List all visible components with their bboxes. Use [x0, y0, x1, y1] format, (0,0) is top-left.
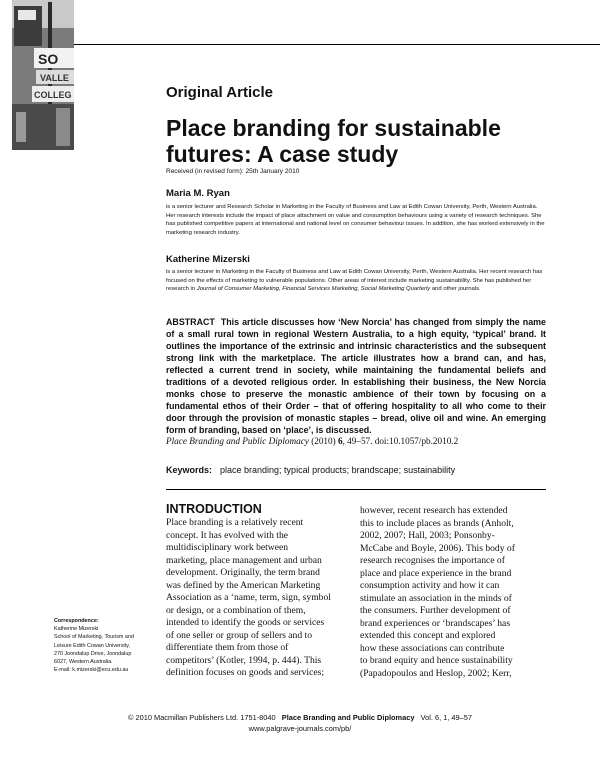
author-name-1: Maria M. Ryan — [166, 188, 230, 199]
body-line: brand experiences or ‘brandscapes’ has — [360, 617, 511, 629]
abstract-label: ABSTRACT — [166, 317, 215, 327]
body-line: research recognises the importance of — [360, 555, 505, 566]
author-bio-1: is a senior lecturer and Research Scholar in Marketing in the Faculty of Business and Law at Edith Cowan University, Perth, Western Australia. Her research interests include the impact of place attachment on value and consumption behaviours using a variety of research techniques. She has published competitive papers at international and national level on consumer behaviour issues. In addition, she has worked extensively in the marketing research industry. — [166, 204, 545, 236]
correspondence-email[interactable]: E-mail: k.mizerski@ecu.edu.au — [54, 667, 129, 674]
body-line: stimulate an association in the minds of — [360, 592, 512, 604]
correspondence-line: 270 Joondalup Drive, Joondalup — [54, 650, 132, 657]
photo-sign-1: SO — [38, 51, 59, 67]
footer-copyright: © 2010 Macmillan Publishers Ltd. 1751-8040 — [128, 713, 276, 722]
body-line: or design, or a combination of them, — [166, 604, 306, 616]
body-line: how these associations can contribute — [360, 642, 505, 654]
body-line: was defined by the American Marketing — [166, 579, 321, 591]
photo-sign-3: COLLEG — [34, 90, 72, 100]
body-line: to brand equity and hence sustainability — [360, 655, 513, 666]
body-line: place and place experience in the brand — [360, 567, 512, 579]
footer-volume: Vol. 6, 1, 49–57 — [420, 713, 472, 722]
citation-pages-doi: , 49–57. doi:10.1057/pb.2010.2 — [342, 436, 459, 446]
author-name-2: Katherine Mizerski — [166, 254, 250, 265]
body-column-1 — [166, 517, 356, 680]
body-line: extended this concept and explored — [360, 630, 496, 641]
introduction-heading: INTRODUCTION — [166, 502, 262, 516]
received-date: Received (in revised form): 25th January 2010 — [166, 168, 300, 175]
citation-volume: 6 — [337, 436, 343, 446]
body-line: 2002, 2007; Hall, 2003; Ponsonby- — [360, 530, 495, 541]
header-photo — [12, 0, 74, 150]
citation — [166, 436, 546, 446]
body-line: definition focuses on goods and services; — [166, 667, 324, 678]
author-bio-2-journals: Journal of Consumer Marketing, Financial Services Marketing, Social Marketing Quarterly — [196, 286, 431, 293]
correspondence-line: 6027, Western Australia. — [54, 659, 113, 666]
body-line: multidisciplinary work between — [166, 542, 289, 553]
correspondence-block — [54, 617, 162, 674]
body-line: differentiate them from those of — [166, 642, 289, 653]
author-bio-2-end: and other journals. — [430, 286, 481, 293]
footer-url[interactable]: www.palgrave-journals.com/pb/ — [248, 724, 352, 733]
abstract-text: This article discusses how ‘New Norcia’ has changed from simply the name of a small rural town in regional Western Australia, to a high equity, ‘typical’ brand. It outlines the importance of the extrinsic and intrinsic characteristics and the subsequent strong link with the marketplace. The article illustrates how a brand can, and has, reflected a current trend in society, while maintaining the fundamental beliefs and traditions of a devoted religious order. In establishing their business, the New Norcia monks chose to preserve the monastic ambience of their town by focusing on a fundamental ethos of their Order – that of offering hospitality to all who come to their door through the provision of monastic staples – bread, olive oil and wine. An emerging form of branding, based on ‘place’, is discussed. — [166, 317, 546, 435]
body-line: this to include places as brands (Anholt, — [360, 517, 514, 529]
correspondence-line: School of Marketing, Tourism and — [54, 634, 134, 641]
header-rule — [74, 44, 600, 45]
body-line: intended to identify the goods or services — [166, 617, 325, 628]
correspondence-line: Leisure Edith Cowan University, — [54, 642, 130, 649]
body-line: however, recent research has extended — [360, 505, 508, 516]
body-line: Place branding is a relatively recent — [166, 517, 304, 528]
keywords-text: place branding; typical products; brandscape; sustainability — [220, 465, 456, 475]
citation-journal: Place Branding and Public Diplomacy — [166, 436, 309, 446]
body-line: McCabe and Boyle, 2006). This body of — [360, 542, 515, 554]
body-line: competitors’ (Kotler, 1994, p. 444). This — [166, 654, 322, 666]
body-line: of one seller or group of sellers and to — [166, 629, 312, 641]
section-label: Original Article — [166, 84, 273, 101]
citation-year: (2010) — [308, 436, 338, 446]
footer-info — [0, 713, 600, 722]
body-line: concept. It has evolved with the — [166, 529, 289, 541]
body-line: development. Originally, the term brand — [166, 567, 320, 578]
correspondence-title: Correspondence: — [54, 618, 99, 624]
keywords — [166, 465, 546, 475]
photo-sign-2: VALLE — [40, 73, 69, 83]
body-line: marketing, place management and urban — [166, 554, 322, 566]
section-divider — [166, 489, 546, 490]
body-line: the consumers. Further development of — [360, 605, 511, 616]
body-line: (Papadopoulos and Heslop, 2002; Kerr, — [360, 667, 512, 679]
footer-journal: Place Branding and Public Diplomacy — [281, 713, 415, 722]
abstract — [166, 316, 546, 436]
author-bio-2 — [166, 268, 548, 294]
article-title: Place branding for sustainable futures: A case study — [166, 115, 501, 167]
correspondence-line: Katherine Mizerski — [54, 626, 99, 633]
author-bio-2-text: is a senior lecturer in Marketing in the Faculty of Business and Law at Edith Cowan University, Perth, Western Australia. Her recent research has focused on the effects of marketing to vulnerable populations. Other areas of interest include marketing sustainability. She has published her research in — [166, 269, 543, 293]
body-line: Association as a ‘name, term, sign, symbol — [166, 592, 331, 603]
body-line: consumption activity and how it can — [360, 580, 500, 591]
body-column-2 — [360, 505, 550, 680]
keywords-label: Keywords: — [166, 465, 213, 475]
